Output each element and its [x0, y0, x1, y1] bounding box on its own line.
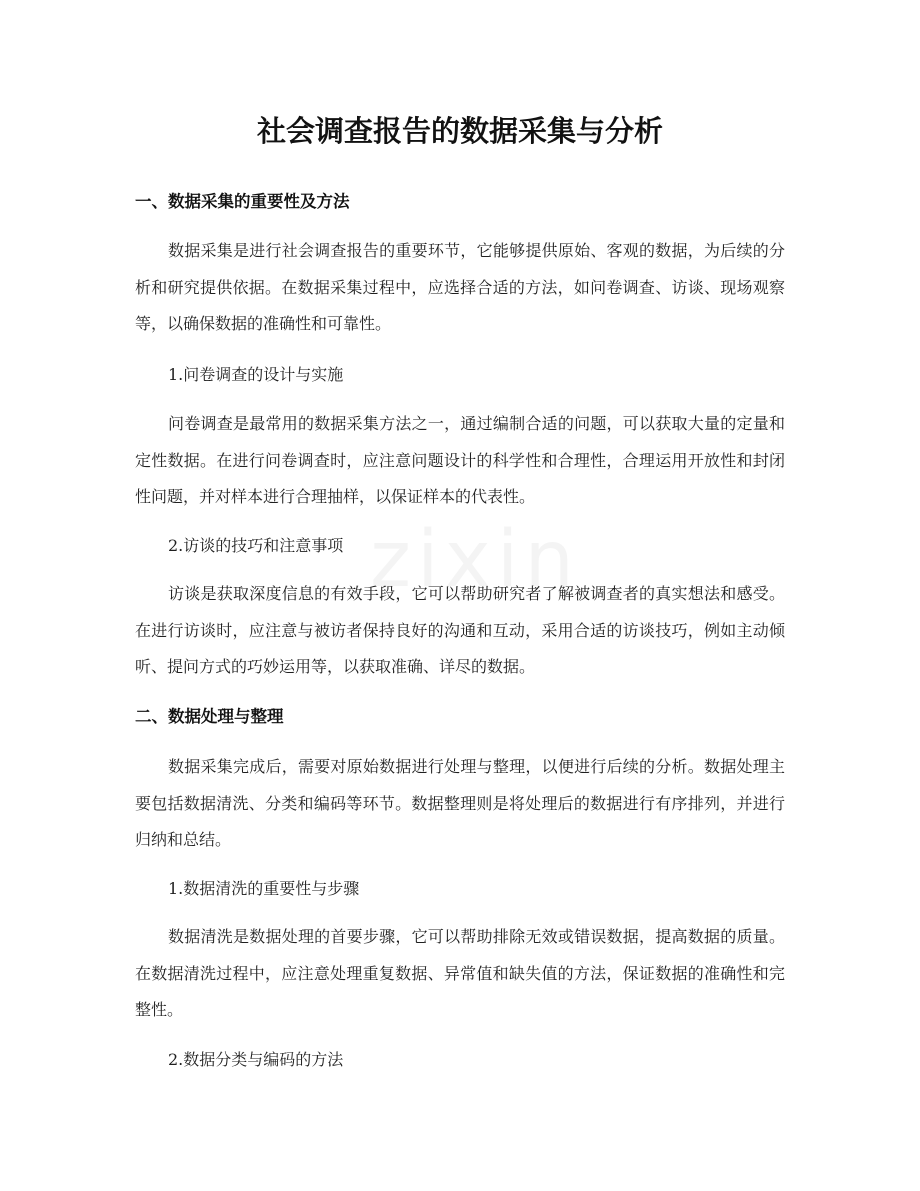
paragraph-questionnaire: 问卷调查是最常用的数据采集方法之一，通过编制合适的问题，可以获取大量的定量和定性数据。在进行问卷调查时，应注意问题设计的科学性和合理性，合理运用开放性和封闭性问题，并对样本进行合理抽样，以保证样本的代表性。 [135, 414, 785, 506]
subheading-interview: 2.访谈的技巧和注意事项 [168, 536, 344, 555]
subheading-questionnaire: 1.问卷调查的设计与实施 [168, 365, 344, 384]
paragraph-data-cleaning: 数据清洗是数据处理的首要步骤，它可以帮助排除无效或错误数据，提高数据的质量。在数据清洗过程中，应注意处理重复数据、异常值和缺失值的方法，保证数据的准确性和完整性。 [135, 927, 785, 1019]
paragraph-section1-intro: 数据采集是进行社会调查报告的重要环节，它能够提供原始、客观的数据，为后续的分析和研究提供依据。在数据采集过程中，应选择合适的方法，如问卷调查、访谈、现场观察等，以确保数据的准确性和可靠性。 [135, 241, 785, 333]
page-title: 社会调查报告的数据采集与分析 [256, 114, 663, 148]
section-heading-1: 一、数据采集的重要性及方法 [135, 192, 350, 211]
paragraph-interview: 访谈是获取深度信息的有效手段，它可以帮助研究者了解被调查者的真实想法和感受。在进行访谈时，应注意与被访者保持良好的沟通和互动，采用合适的访谈技巧，例如主动倾听、提问方式的巧妙运用等，以获取准确、详尽的数据。 [135, 584, 785, 676]
paragraph-section2-intro: 数据采集完成后，需要对原始数据进行处理与整理，以便进行后续的分析。数据处理主要包括数据清洗、分类和编码等环节。数据整理则是将处理后的数据进行有序排列，并进行归纳和总结。 [135, 757, 785, 849]
subheading-data-cleaning: 1.数据清洗的重要性与步骤 [168, 879, 360, 898]
section-heading-2: 二、数据处理与整理 [135, 707, 284, 726]
subheading-classification: 2.数据分类与编码的方法 [168, 1050, 344, 1069]
